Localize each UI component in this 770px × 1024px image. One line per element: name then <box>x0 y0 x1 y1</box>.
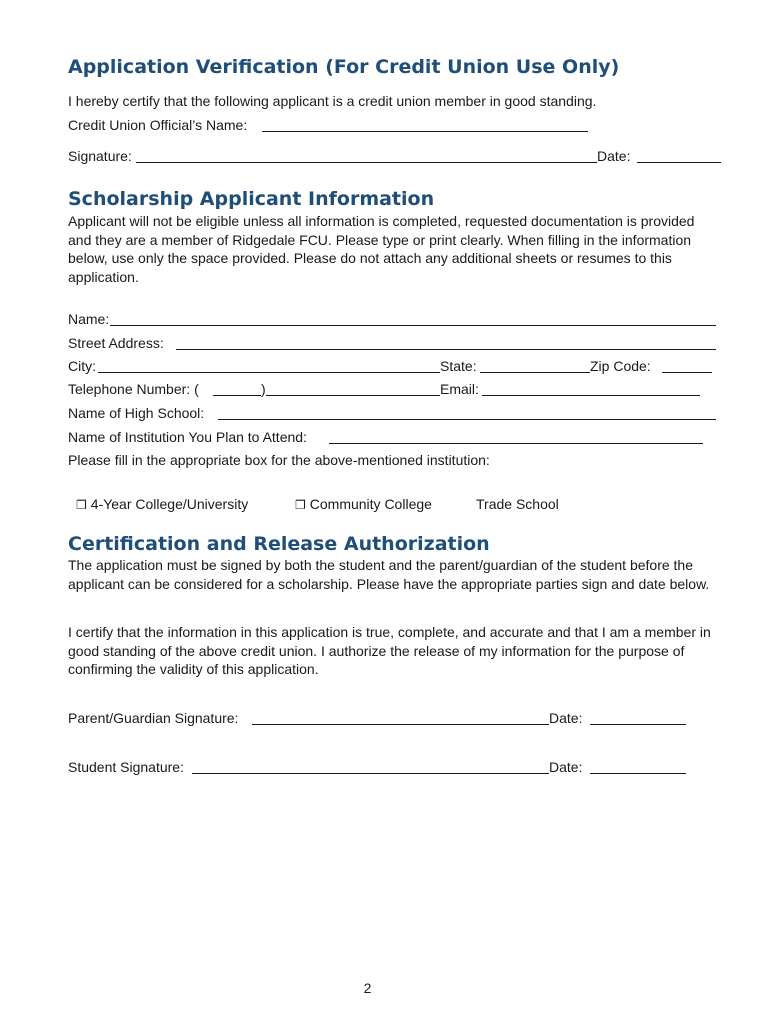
phone-label: Telephone Number: ( <box>68 381 199 397</box>
institution-label: Name of Institution You Plan to Attend: <box>68 429 307 445</box>
parent-date-label: Date: <box>549 710 583 726</box>
checkbox-icon[interactable]: ❒ <box>76 498 87 512</box>
phone-email-row <box>68 380 718 398</box>
student-date-field[interactable] <box>590 773 686 774</box>
option-label: 4-Year College/University <box>90 496 249 512</box>
phone-number-field[interactable] <box>266 395 440 396</box>
official-name-field[interactable] <box>262 131 588 132</box>
high-school-field[interactable] <box>218 419 716 420</box>
email-label: Email: <box>440 381 479 397</box>
parent-date-field[interactable] <box>590 724 686 725</box>
option-community-college[interactable] <box>295 495 432 514</box>
high-school-label: Name of High School: <box>68 405 205 421</box>
fill-box-instruction: Please fill in the appropriate box for the above-mentioned institution: <box>68 452 490 468</box>
state-field[interactable] <box>480 372 590 373</box>
applicant-intro: Applicant will not be eligible unless all information is completed, requested documentation is provided and they are a member of Ridgedale FCU. Please type or print clearly. When filling in the information below, use only the space provided. Please do not attach any additional sheets or resumes to this application. <box>68 213 695 285</box>
street-label: Street Address: <box>68 335 164 351</box>
high-school-row <box>68 404 718 422</box>
city-state-zip-row <box>68 357 718 375</box>
page-number: 2 <box>363 980 372 996</box>
student-signature-row <box>68 758 698 776</box>
student-signature-field[interactable] <box>192 773 549 774</box>
city-field[interactable] <box>98 372 440 373</box>
street-field[interactable] <box>176 349 716 350</box>
official-name-row <box>68 116 598 134</box>
certification-heading: Certification and Release Authorization <box>68 533 490 555</box>
parent-signature-label: Parent/Guardian Signature: <box>68 710 239 726</box>
phone-paren-close: ) <box>261 381 266 397</box>
institution-field[interactable] <box>329 443 703 444</box>
official-name-label: Credit Union Official’s Name: <box>68 117 248 133</box>
certification-paragraph-1: The application must be signed by both the student and the parent/guardian of the student before the applicant can be considered for a scholarship. Please have the appropriate parties sign and date below. <box>68 557 710 592</box>
city-label: City: <box>68 358 96 374</box>
state-label: State: <box>440 358 477 374</box>
official-signature-row <box>68 147 723 165</box>
zip-label: Zip Code: <box>590 358 651 374</box>
student-date-label: Date: <box>549 759 583 775</box>
email-field[interactable] <box>482 395 700 396</box>
institution-type-options <box>76 495 636 513</box>
street-row <box>68 334 718 352</box>
official-signature-label: Signature: <box>68 148 132 164</box>
option-trade-school[interactable]: Trade School <box>476 496 559 512</box>
zip-field[interactable] <box>662 372 712 373</box>
official-date-label: Date: <box>597 148 631 164</box>
parent-signature-field[interactable] <box>252 724 549 725</box>
option-4-year-college[interactable] <box>76 495 248 514</box>
name-field[interactable] <box>110 325 716 326</box>
name-row <box>68 310 718 328</box>
official-signature-field[interactable] <box>136 162 597 163</box>
verification-certify-text: I hereby certify that the following applicant is a credit union member in good standing. <box>68 93 597 109</box>
verification-heading: Application Verification (For Credit Union Use Only) <box>68 56 620 78</box>
applicant-heading: Scholarship Applicant Information <box>68 188 435 210</box>
option-label: Community College <box>309 496 432 512</box>
parent-signature-row <box>68 709 698 727</box>
certification-paragraph-2: I certify that the information in this application is true, complete, and accurate and that I am a member in good standing of the above credit union. I authorize the release of my information for the purpose of confirming the validity of this application. <box>68 624 711 677</box>
official-date-field[interactable] <box>637 162 721 163</box>
checkbox-icon[interactable]: ❒ <box>295 498 306 512</box>
student-signature-label: Student Signature: <box>68 759 184 775</box>
name-label: Name: <box>68 311 110 327</box>
phone-area-code-field[interactable] <box>213 395 261 396</box>
institution-row <box>68 428 718 446</box>
